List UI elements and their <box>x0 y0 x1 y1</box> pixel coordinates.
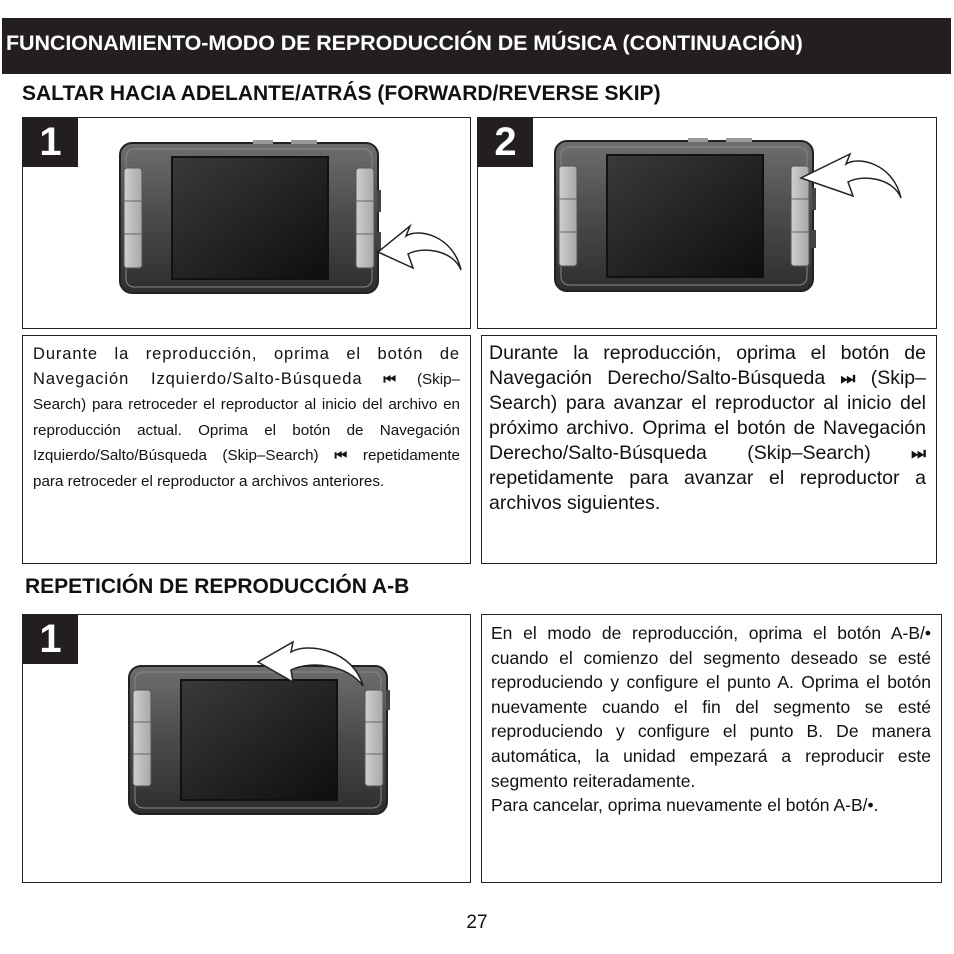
skip-forward-icon: ⏭ <box>840 369 856 388</box>
step-1-image-panel <box>22 117 471 329</box>
header-bar <box>2 18 951 74</box>
step-number-badge: 1 <box>23 615 78 664</box>
step-number-badge: 1 <box>23 118 78 167</box>
step-2-image-panel <box>477 117 937 329</box>
media-player-illustration <box>553 138 913 298</box>
media-player-illustration <box>123 640 403 830</box>
skip-forward-icon: ⏭ <box>911 444 926 463</box>
page-header-title: FUNCIONAMIENTO-MODO DE REPRODUCCIÓN DE MÚSICA (CONTINUACIÓN) <box>6 31 803 55</box>
instruction-text-paragraph-1: En el modo de reproducción, oprima el botón A-B/• cuando el comienzo del segmento deseado se esté reproduciendo y configure el punto A. Oprima el botón nuevamente cuando el fin del segmento se esté reproduciendo y configure el punto B. De manera automática, la unidad empezará a reproducir este segmento reiteradamente. <box>491 623 931 791</box>
section-title-ab-repeat: REPETICIÓN DE REPRODUCCIÓN A-B <box>25 575 410 598</box>
skip-back-icon: ⏮ <box>334 448 348 464</box>
media-player-illustration <box>118 140 468 300</box>
instruction-text: Durante la reproducción, oprima el botón de Navegación Derecho/Salto-Búsqueda ⏭ (Skip–Search) para avanzar el reproductor al inicio del próximo archivo. Oprima el botón de Navegación Derecho/Salto-Búsqueda (Skip–Search) ⏭ repetidamente para avanzar el reproductor a archivos siguientes. <box>489 342 926 514</box>
instruction-text-paragraph-2: Para cancelar, oprima nuevamente el botón A-B/•. <box>491 795 879 816</box>
ab-step-1-image-panel <box>22 614 471 883</box>
instruction-text: Durante la reproducción, oprima el botón de Navegación Izquierdo/Salto-Búsqueda ⏮ (Skip–Search) para retroceder el reproductor al inicio del archivo en reproducción actual. Oprima el botón de Navegación Izquierdo/Salto/Búsqueda (Skip–Search) ⏮ repetidamente para retroceder el reproductor a archivos anteriores. <box>33 345 461 490</box>
instruction-box-reverse-skip <box>22 335 471 564</box>
step-number-badge: 2 <box>478 118 533 167</box>
skip-back-icon: ⏮ <box>383 371 397 388</box>
page-number: 27 <box>466 912 488 933</box>
instruction-box-ab-repeat <box>481 614 942 883</box>
instruction-box-forward-skip <box>481 335 937 564</box>
section-title-skip: SALTAR HACIA ADELANTE/ATRÁS (FORWARD/REVERSE SKIP) <box>22 82 661 105</box>
